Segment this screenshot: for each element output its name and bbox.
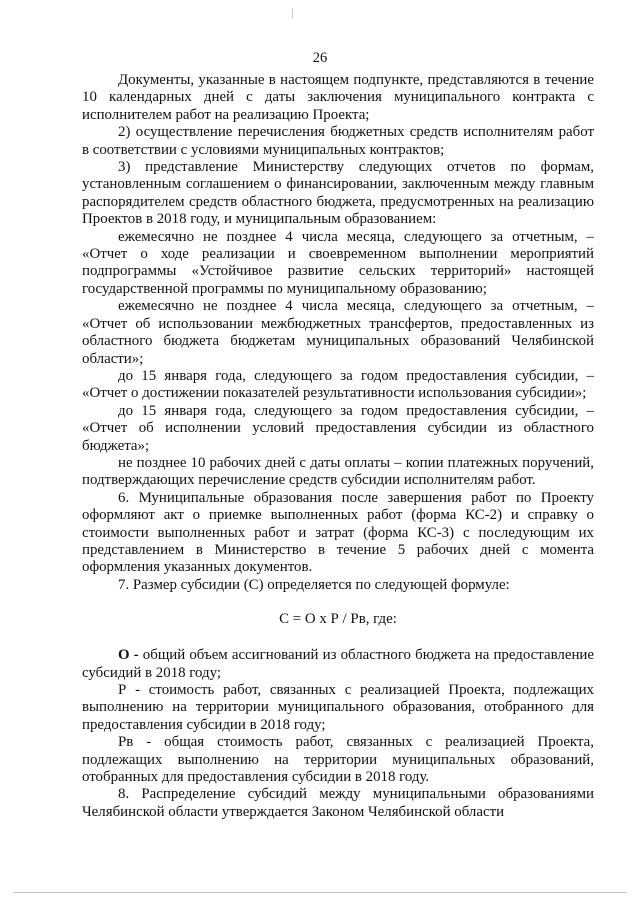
document-body: [82, 72, 594, 821]
paragraph: Документы, указанные в настоящем подпункте, представляются в течение 10 календарных дней с даты заключения муниципального контракта с исполнителем работ на реализацию Проекта;: [82, 72, 594, 123]
bottom-scan-edge: [14, 892, 626, 893]
paragraph: 3) представление Министерству следующих отчетов по формам, установленным соглашением о финансировании, заключенным между главным распорядителем средств областного бюджета, предусмотренных на реализацию Проектов в 2018 году, и муниципальным образованием:: [82, 159, 594, 228]
definition-r: [82, 682, 594, 734]
paragraph: 2) осуществление перечисления бюджетных средств исполнителям работ в соответствии с условиями муниципальных контрактов;: [82, 124, 594, 158]
definition-text: Р - стоимость работ, связанных с реализацией Проекта, подлежащих выполнению на территории муниципального образования, отобранного для предоставления субсидии в 2018 году;: [82, 682, 594, 733]
paragraph: 8. Распределение субсидий между муниципальными образованиями Челябинской области утверждается Законом Челябинской области: [82, 786, 594, 820]
definition-text: Рв - общая стоимость работ, связанных с реализацией Проекта, подлежащих выполнению на территории муниципальных образований, отобранных для предоставления субсидии в 2018 году.: [82, 734, 594, 786]
page-number: 26: [312, 50, 328, 66]
definition-text: общий объем ассигнований из областного бюджета на предоставление субсидий в 2018 году;: [82, 647, 595, 681]
paragraph: 6. Муниципальные образования после завершения работ по Проекту оформляют акт о приемке выполненных работ (форма КС-2) и справку о стоимости выполненных работ и затрат (форма КС-3) с последующим их представлением в Министерство в течение 5 рабочих дней с момента оформления указанных документов.: [82, 489, 594, 576]
definition-o: [82, 647, 594, 682]
scan-mark: [292, 8, 293, 18]
paragraph: до 15 января года, следующего за годом предоставления субсидии, – «Отчет о достижении показателей результативности использования субсидии»;: [82, 367, 594, 402]
subsidy-formula: С = О х Р / Рв, где:: [279, 611, 397, 628]
paragraph: ежемесячно не позднее 4 числа месяца, следующего за отчетным, – «Отчет об использовании межбюджетных трансфертов, предоставленных из областного бюджета бюджетам муниципальных образований Челябинской области»;: [82, 298, 594, 367]
paragraph: 7. Размер субсидии (С) определяется по следующей формуле:: [118, 576, 510, 593]
paragraph: ежемесячно не позднее 4 числа месяца, следующего за отчетным, – «Отчет о ходе реализации и своевременном выполнении мероприятий подпрограммы «Устойчивое развитие сельских территорий» настоящей государственной программы по муниципальному образованию;: [82, 228, 594, 297]
definition-lead: О -: [118, 647, 139, 664]
paragraph: не позднее 10 рабочих дней с даты оплаты – копии платежных поручений, подтверждающих перечисление средств субсидии исполнителям работ.: [82, 454, 594, 489]
definition-rv: [82, 734, 594, 786]
paragraph: до 15 января года, следующего за годом предоставления субсидии, – «Отчет об исполнении условий предоставления субсидии из областного бюджета»;: [82, 402, 594, 454]
